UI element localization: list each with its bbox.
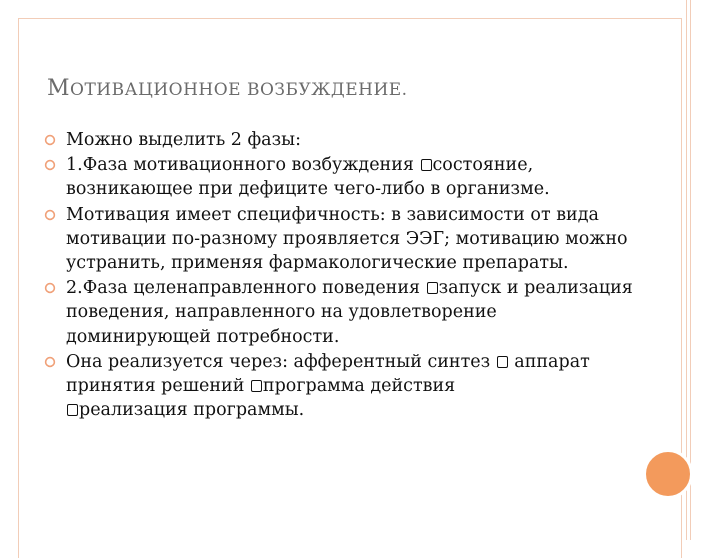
ring-bullet-icon bbox=[44, 282, 56, 294]
missing-glyph-box-icon bbox=[421, 159, 432, 171]
ring-bullet-icon bbox=[44, 209, 56, 221]
bullet-item bbox=[44, 128, 644, 152]
bullet-text: реализация программы. bbox=[79, 400, 305, 421]
missing-glyph-box-icon bbox=[67, 404, 78, 416]
bullet-text: Мотивация имеет специфичность: в зависимости от вида мотивации по-разному проявляется ЭЭГ; мотивацию можно устранить, применяя фармакологические препараты. bbox=[66, 204, 628, 274]
slide-title-rest: ОТИВАЦИОННОЕ ВОЗБУЖДЕНИЕ. bbox=[70, 80, 408, 100]
slide-title bbox=[47, 76, 408, 101]
frame-rule-right-inner bbox=[690, 0, 691, 540]
bullet-text: Можно выделить 2 фазы: bbox=[66, 130, 301, 150]
bullet-text: программа действия bbox=[262, 376, 456, 397]
bullet-list bbox=[44, 128, 644, 423]
bullet-item bbox=[44, 153, 644, 201]
slide-title-initial: М bbox=[47, 76, 71, 101]
bullet-text: 1.Фаза мотивационного возбуждения bbox=[66, 155, 420, 176]
ring-bullet-icon bbox=[44, 356, 56, 368]
bullet-text: аппарат принятия решений bbox=[66, 351, 590, 397]
ring-bullet-icon bbox=[44, 134, 56, 146]
missing-glyph-box-icon bbox=[251, 380, 262, 392]
bullet-item bbox=[44, 276, 644, 349]
bullet-text: состояние, возникающее при дефиците чего-либо в организме. bbox=[66, 155, 550, 200]
missing-glyph-box-icon bbox=[427, 282, 438, 294]
missing-glyph-box-icon bbox=[497, 356, 508, 368]
bullet-text: Она реализуется через: афферентный синтез bbox=[66, 351, 496, 372]
ring-bullet-icon bbox=[44, 159, 56, 171]
bullet-text: запуск и реализация поведения, направленного на удовлетворение доминирующей потребности. bbox=[66, 278, 633, 347]
bullet-item bbox=[44, 203, 644, 276]
orange-circle-decoration bbox=[643, 449, 693, 499]
bullet-text: 2.Фаза целенаправленного поведения bbox=[66, 278, 426, 299]
bullet-item bbox=[44, 350, 644, 423]
